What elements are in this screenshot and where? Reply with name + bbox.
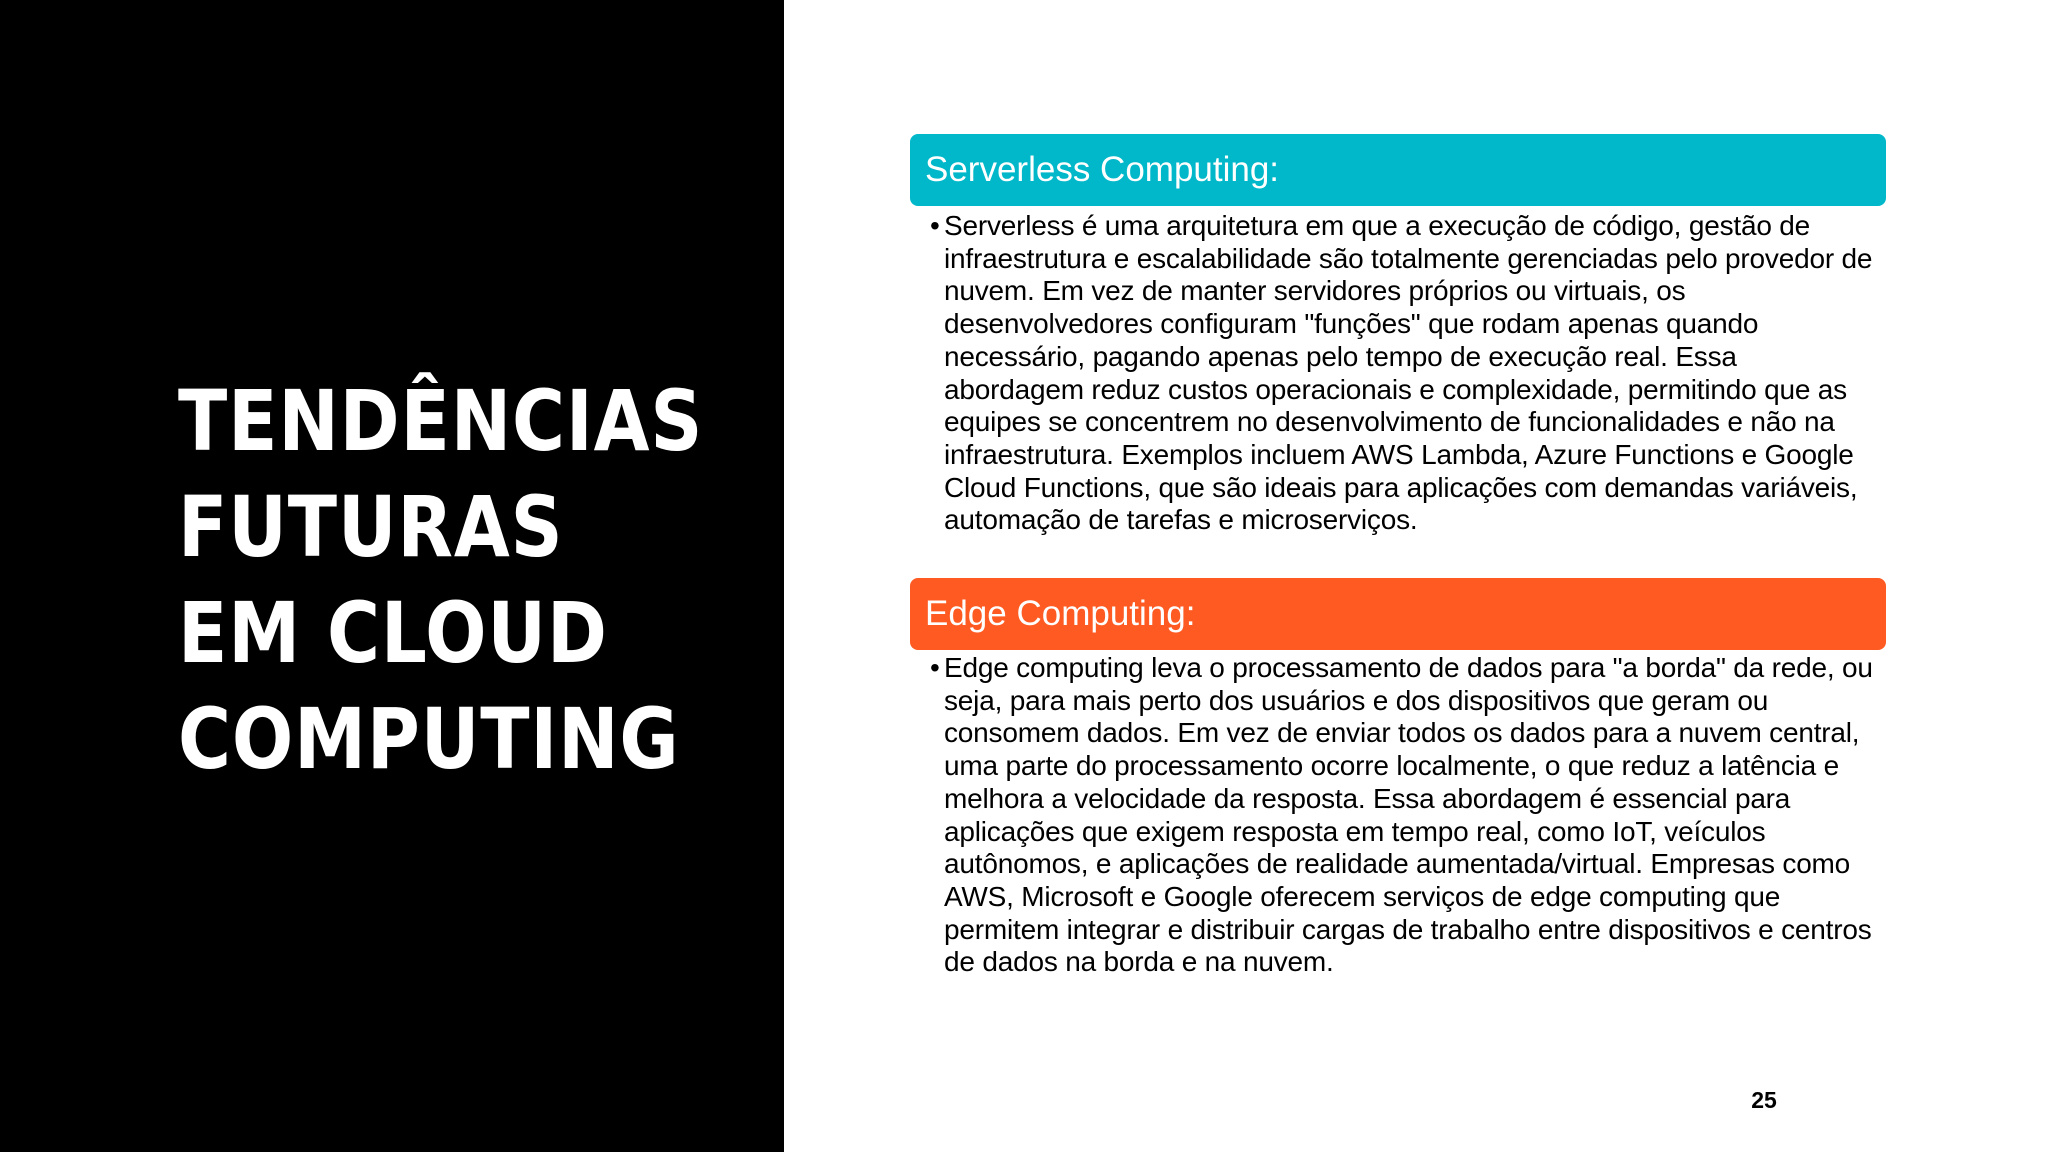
slide-title-line-4: COMPUTING bbox=[178, 690, 680, 788]
left-title-panel bbox=[0, 0, 784, 1152]
slide-title bbox=[178, 368, 704, 792]
bullet-dot: • bbox=[930, 652, 940, 683]
slide-title-line-3: EM CLOUD bbox=[178, 584, 608, 682]
serverless-heading-bar: Serverless Computing: bbox=[910, 134, 1886, 206]
slide-title-line-2: FUTURAS bbox=[178, 478, 564, 576]
page-number: 25 bbox=[1751, 1087, 1777, 1113]
edge-heading-bar: Edge Computing: bbox=[910, 578, 1886, 650]
edge-bullet bbox=[930, 652, 1874, 979]
edge-description: Edge computing leva o processamento de dados para "a borda" da rede, ou seja, para mais perto dos usuários e dos dispositivos que geram ou consomem dados. Em vez de enviar todos os dados para a nuvem central, uma parte do processamento ocorre localmente, o que reduz a latência e melhora a velocidade da resposta. Essa abordagem é essencial para aplicações que exigem resposta em tempo real, como IoT, veículos autônomos, e aplicações de realidade aumentada/virtual. Empresas como AWS, Microsoft e Google oferecem serviços de edge computing que permitem integrar e distribuir cargas de trabalho entre dispositivos e centros de dados na borda e na nuvem. bbox=[944, 652, 1873, 978]
slide-title-line-1: TENDÊNCIAS bbox=[178, 372, 704, 470]
serverless-bullet bbox=[930, 210, 1874, 537]
serverless-description: Serverless é uma arquitetura em que a execução de código, gestão de infraestrutura e escalabilidade são totalmente gerenciadas pelo provedor de nuvem. Em vez de manter servidores próprios ou virtuais, os desenvolvedores configuram "funções" que rodam apenas quando necessário, pagando apenas pelo tempo de execução real. Essa abordagem reduz custos operacionais e complexidade, permitindo que as equipes se concentrem no desenvolvimento de funcionalidades e não na infraestrutura. Exemplos incluem AWS Lambda, Azure Functions e Google Cloud Functions, que são ideais para aplicações com demandas variáveis, automação de tarefas e microserviços. bbox=[944, 210, 1873, 536]
bullet-dot: • bbox=[930, 210, 940, 241]
